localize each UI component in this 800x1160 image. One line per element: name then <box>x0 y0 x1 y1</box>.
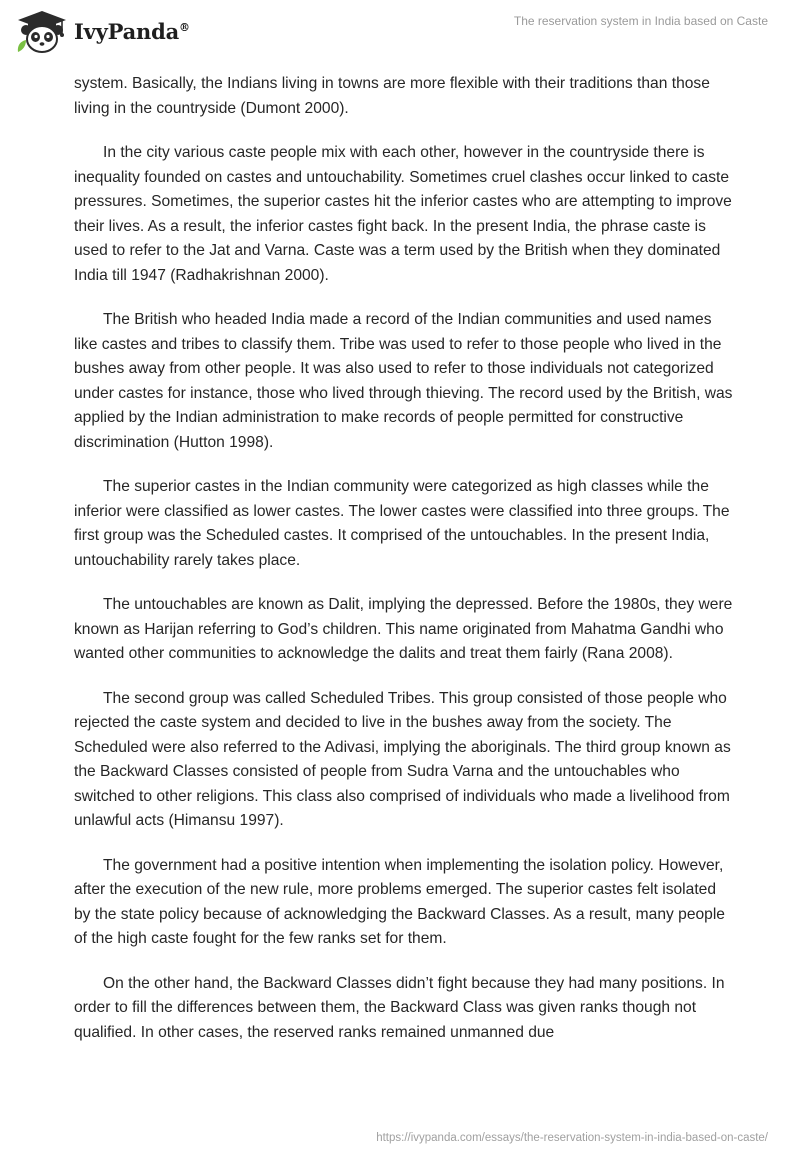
document-title: The reservation system in India based on Caste <box>513 14 768 28</box>
source-url[interactable]: https://ivypanda.com/essays/the-reservation-system-in-india-based-on-caste/ <box>376 1132 768 1144</box>
paragraph: The government had a positive intention when implementing the isolation policy. However, after the execution of the new rule, more problems emerged. The superior castes felt isolated by the state policy because of acknowledging the Backward Classes. As a result, many people of the high caste fought for the few ranks set for them. <box>74 856 725 947</box>
paragraph: The second group was called Scheduled Tribes. This group consisted of those people who rejected the caste system and decided to live in the bushes away from the society. The Scheduled were also referred to the Adivasi, implying the aboriginals. The third group known as the Backward Classes consisted of people from Sudra Varna and the untouchables who switched to other religions. This class also comprised of individuals who made a livelihood from unlawful acts (Himansu 1997). <box>74 689 731 829</box>
paragraph: The untouchables are known as Dalit, implying the depressed. Before the 1980s, they were known as Harijan referring to God’s children. This name originated from Mahatma Gandhi who wanted other communities to acknowledge the dalits and treat them fairly (Rana 2008). <box>74 596 733 662</box>
paragraph: The superior castes in the Indian community were categorized as high classes while the inferior were classified as lower castes. The lower castes were classified into three groups. The first group was the Scheduled castes. It comprised of the untouchables. In the present India, untouchability rarely takes place. <box>74 478 730 569</box>
paragraph: On the other hand, the Backward Classes didn’t fight because they had many positions. In order to fill the differences between them, the Backward Class was given ranks though not qualified. In other cases, the reserved ranks remained unmanned due <box>74 974 725 1041</box>
trademark-symbol: ® <box>179 20 190 34</box>
essay-body <box>74 72 734 1065</box>
paragraph: In the city various caste people mix with each other, however in the countryside there is inequality founded on castes and untouchability. Sometimes cruel clashes occur linked to caste pressures. Sometimes, the superior castes hit the inferior castes who are attempting to improve their lives. As a result, the inferior castes fight back. In the present India, the phrase caste is used to refer to the Jat and Varna. Caste was a term used by the British when they dominated India till 1947 (Radhakrishnan 2000). <box>74 144 732 284</box>
paragraph: The British who headed India made a record of the Indian communities and used names like castes and tribes to classify them. Tribe was used to refer to those people who lived in the bushes away from other people. It was also used to refer to those individuals not categorized under castes for instance, those who lived through thieving. The record used by the British, was applied by the Indian administration to make records of people permitted for constructive discrimination (Hutton 1998). <box>74 311 733 451</box>
page-header <box>0 0 800 60</box>
panda-graduate-icon <box>14 8 70 54</box>
brand-name: IvyPanda® <box>74 18 190 44</box>
paragraph-continued: system. Basically, the Indians living in towns are more flexible with their traditions than those living in the countryside (Dumont 2000). <box>74 75 710 117</box>
ivypanda-logo[interactable] <box>14 8 190 54</box>
